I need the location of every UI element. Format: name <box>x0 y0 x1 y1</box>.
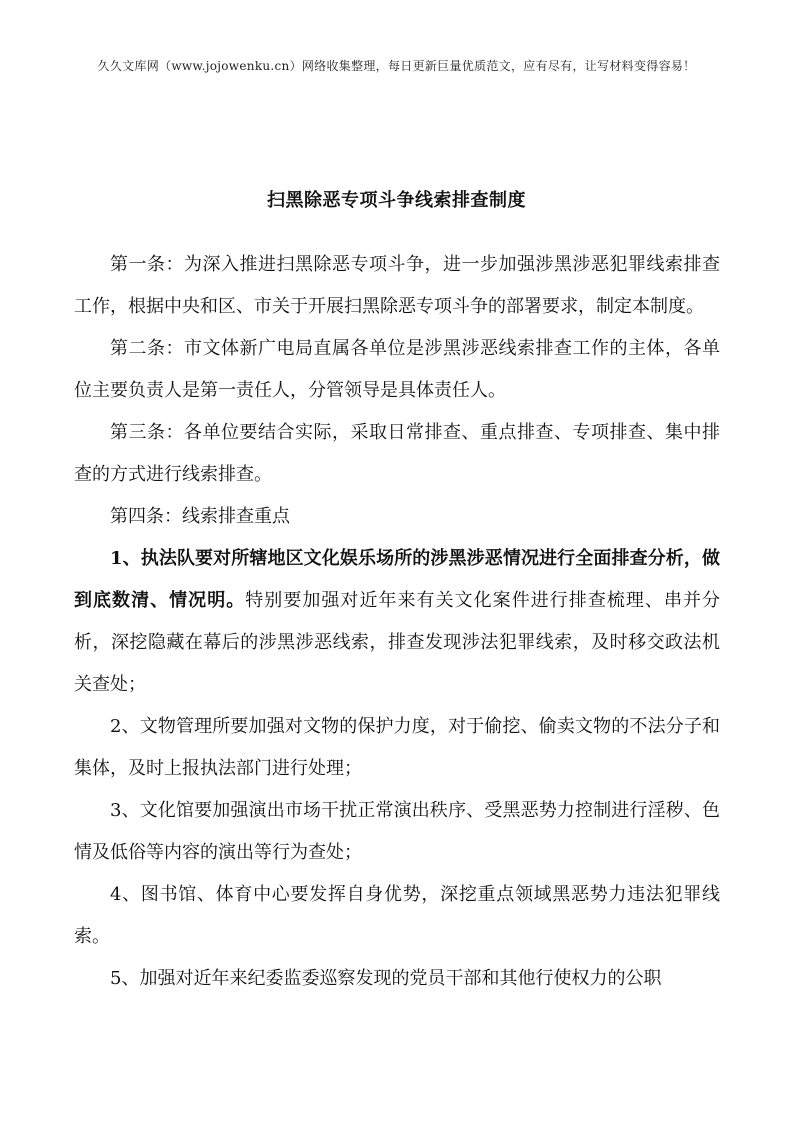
paragraph-item-2 <box>74 706 720 790</box>
paragraph-text: 3、文化馆要加强演出市场干扰正常演出秩序、受黑恶势力控制进行淫秽、色情及低俗等内容的演出等行为查处； <box>74 800 720 863</box>
paragraph-item-3 <box>74 790 720 874</box>
paragraph-text: 2、文物管理所要加强对文物的保护力度，对于偷挖、偷卖文物的不法分子和集体，及时上报执法部门进行处理； <box>74 716 720 779</box>
paragraph-text: 第二条：市文体新广电局直属各单位是涉黑涉恶线索排查工作的主体，各单位主要负责人是第一责任人，分管领导是具体责任人。 <box>74 338 720 401</box>
paragraph-text: 第四条：线索排查重点 <box>110 506 290 527</box>
document-body <box>74 244 720 1000</box>
paragraph-bold-text: 1、执法队要对所辖地区文化娱乐场所的涉黑涉恶情况进行全面排查分析，做到底数清、情况明。 <box>74 548 720 611</box>
paragraph-article-4 <box>74 496 720 538</box>
paragraph-item-1 <box>74 538 720 706</box>
paragraph-item-5 <box>74 958 720 1000</box>
paragraph-article-1 <box>74 244 720 328</box>
paragraph-article-3 <box>74 412 720 496</box>
paragraph-text: 4、图书馆、体育中心要发挥自身优势，深挖重点领域黑恶势力违法犯罪线索。 <box>74 884 720 947</box>
paragraph-text: 第一条：为深入推进扫黑除恶专项斗争，进一步加强涉黑涉恶犯罪线索排查工作，根据中央和区、市关于开展扫黑除恶专项斗争的部署要求，制定本制度。 <box>74 254 720 317</box>
paragraph-text: 第三条：各单位要结合实际，采取日常排查、重点排查、专项排查、集中排查的方式进行线索排查。 <box>74 422 720 485</box>
paragraph-text: 特别要加强对近年来有关文化案件进行排查梳理、串并分析，深挖隐藏在幕后的涉黑涉恶线索，排查发现涉法犯罪线索，及时移交政法机关查处； <box>74 590 721 695</box>
paragraph-item-4 <box>74 874 720 958</box>
paragraph-text: 5、加强对近年来纪委监委巡察发现的党员干部和其他行使权力的公职 <box>110 968 662 989</box>
document-title: 扫黑除恶专项斗争线索排查制度 <box>267 190 526 211</box>
paragraph-article-2 <box>74 328 720 412</box>
page-header: 久久文库网（www.jojowenku.cn）网络收集整理，每日更新巨量优质范文，应有尽有，让写材料变得容易！ <box>97 59 696 73</box>
